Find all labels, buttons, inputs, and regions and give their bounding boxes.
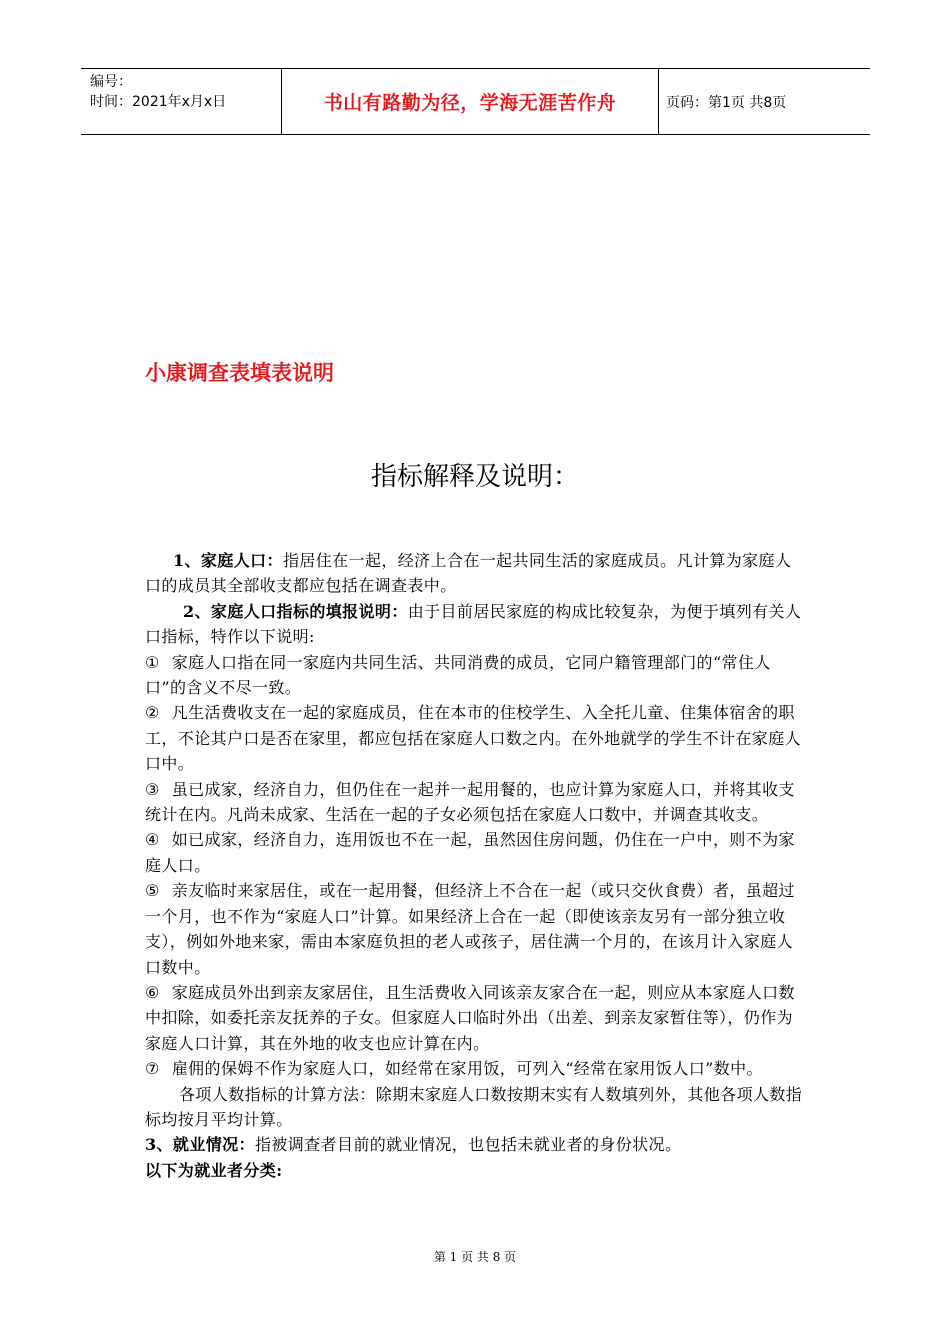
section-1-heading: 1、家庭人口： [173,551,283,570]
item-text: 如已成家，经济自力，连用饭也不在一起，虽然因住房问题，仍住在一户中，则不为家庭人口。 [145,830,795,875]
item-text: 亲友临时来家居住，或在一起用餐，但经济上不合在一起（或只交伙食费）者，虽超过一个月，也不作为“家庭人口”计算。如果经济上合在一起（即使该亲友另有一部分独立收支），例如外地来家，需由本家庭负担的老人或孩子，居住满一个月的，在该月计入家庭人口数中。 [145,881,795,977]
document-subtitle: 小康调查表填表说明 [145,361,334,385]
list-item [145,980,807,1056]
page-header [81,68,870,135]
employment-heading: 以下为就业者分类: [145,1160,283,1180]
item-text: 雇佣的保姆不作为家庭人口，如经常在家用饭，可列入“经常在家用饭人口”数中。 [171,1059,763,1079]
page-footer: 第 1 页 共 8 页 [433,1250,517,1264]
list-item [145,700,807,776]
section-2-text: 由于目前居民家庭的构成比较复杂，为便于填列有关人口指标，特作以下说明: [145,601,802,647]
list-item [145,650,807,701]
header-meta-cell [81,69,282,134]
list-item [145,1056,807,1081]
section-3-heading: 3、就业情况： [145,1135,255,1155]
section-2-paragraph [145,599,807,650]
header-page-info: 页码：第1页 共8页 [666,94,787,111]
item-text: 家庭成员外出到亲友家居住，且生活费收入同该亲友家合在一起，则应从本家庭人口数中扣除，如委托亲友抚养的子女。但家庭人口临时外出（出差、到亲友家暂住等），仍作为家庭人口计算，其在外地的收支也应计算在内。 [145,982,795,1053]
item-number: ⑤ [145,881,160,901]
item-text: 家庭人口指在同一家庭内共同生活、共同消费的成员，它同户籍管理部门的“常住人口”的含义不尽一致。 [145,652,771,698]
item-number: ⑦ [145,1059,160,1079]
item-number: ④ [145,830,160,850]
item-text: 凡生活费收支在一起的家庭成员，住在本市的住校学生、入全托儿童、住集体宿舍的职工，不论其户口是否在家里，都应包括在家庭人口数之内。在外地就学的学生不计在家庭人口中。 [145,703,802,774]
section-3-paragraph [145,1132,807,1157]
item-text: 虽已成家，经济自力，但仍住在一起并一起用餐的，也应计算为家庭人口，并将其收支统计在内。凡尚未成家、生活在一起的子女必须包括在家庭人口数中，并调查其收支。 [145,779,795,825]
section-1-text: 指居住在一起，经济上合在一起共同生活的家庭成员。凡计算为家庭人口的成员其全部收支都应包括在调查表中。 [145,551,792,596]
section-1-paragraph [145,548,807,599]
calc-note: 各项人数指标的计算方法：除期末家庭人口数按期末实有人数填列外，其他各项人数指标均按月平均计算。 [145,1084,803,1129]
time-label: 时间：2021年x月x日 [90,94,227,110]
header-motto: 书山有路勤为径，学海无涯苦作舟 [282,69,659,134]
section-3-text: 指被调查者目前的就业情况，也包括未就业者的身份状况。 [254,1135,682,1155]
document-body [145,548,807,1183]
item-number: ③ [145,779,160,799]
list-item [145,827,807,878]
item-number: ② [145,703,160,723]
item-number: ① [145,652,160,672]
section-2-heading: 2、家庭人口指标的填报说明： [183,601,408,621]
document-title: 指标解释及说明： [370,462,579,492]
number-label: 编号： [90,74,132,90]
list-item [145,878,807,980]
list-item [145,777,807,828]
item-number: ⑥ [145,982,160,1002]
